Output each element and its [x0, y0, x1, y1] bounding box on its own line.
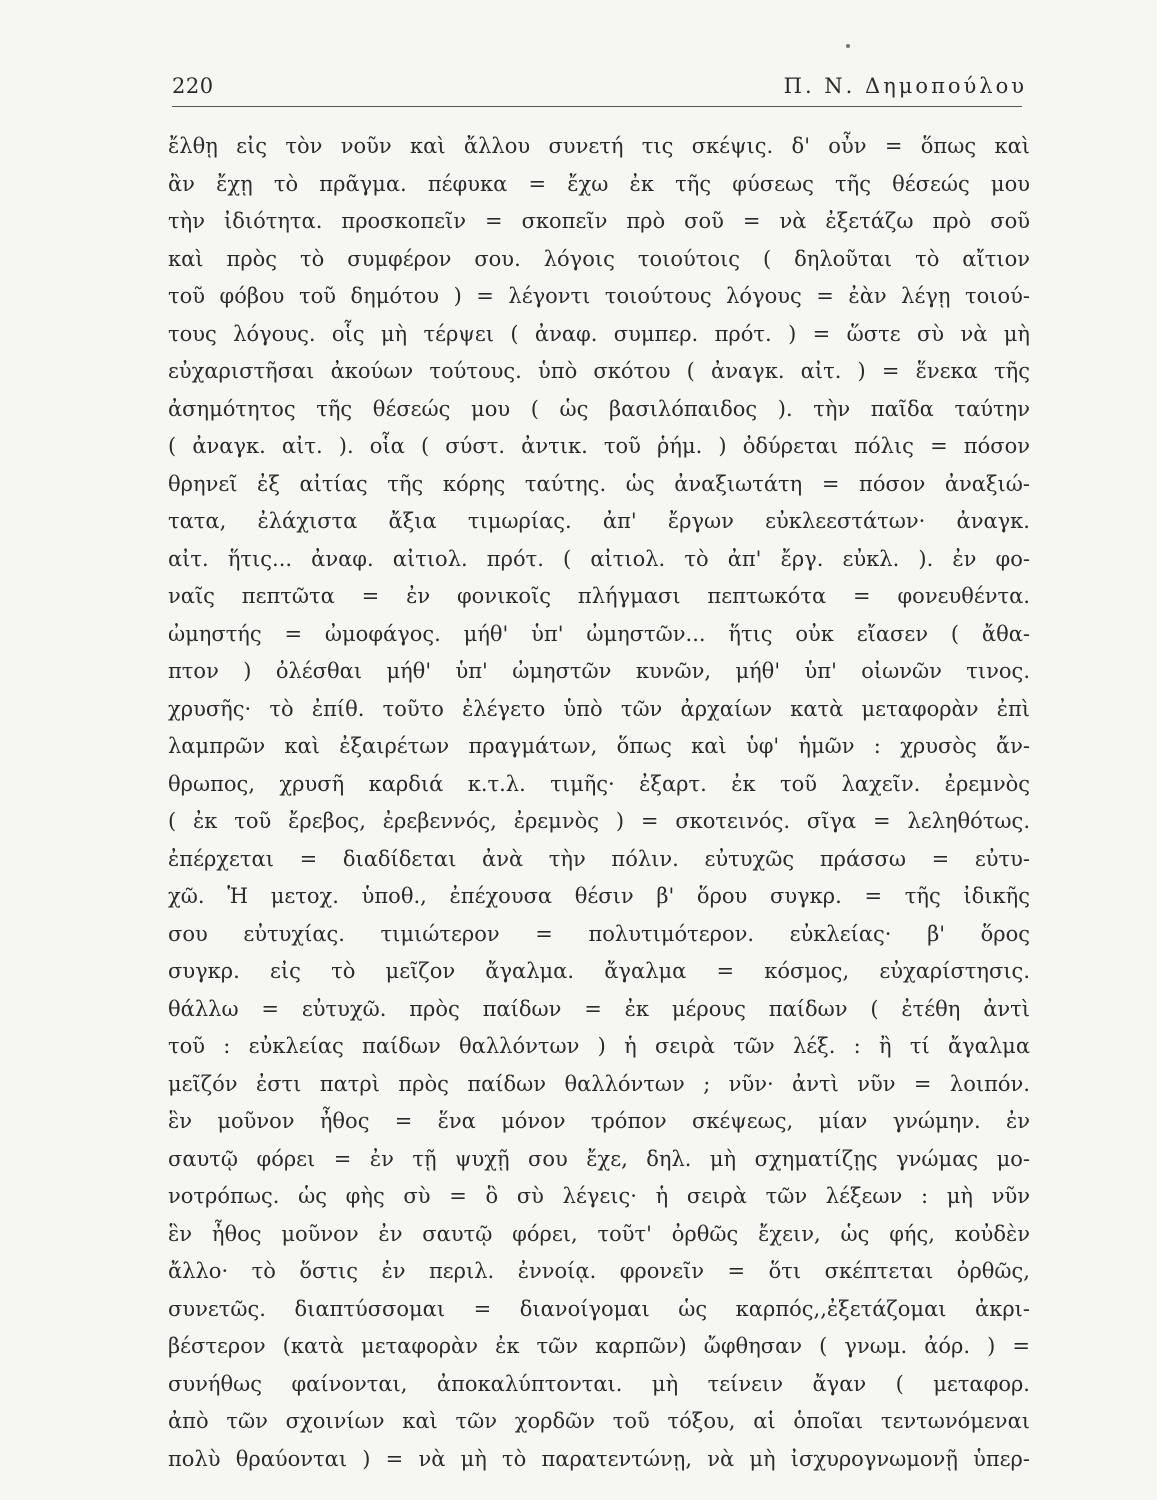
text-line: ( ἀναγκ. αἰτ. ). οἷα ( σύστ. ἀντικ. τοῦ ῥήμ. ) ὀδύρεται πόλις = πόσον	[168, 434, 1030, 458]
text-line: τοῦ : εὐκλείας παίδων θαλλόντων ) ἡ σειρὰ τῶν λέξ. : ἢ τί ἄγαλμα	[168, 1034, 1030, 1058]
page-header	[172, 74, 1027, 104]
text-line: εὐχαριστῆσαι ἀκούων τούτους. ὑπὸ σκότου ( ἀναγκ. αἰτ. ) = ἕνεκα τῆς	[168, 359, 1030, 383]
text-line: μεῖζόν ἐστι πατρὶ πρὸς παίδων θαλλόντων ; νῦν· ἀντὶ νῦν = λοιπόν.	[168, 1071, 1030, 1096]
text-line: αἰτ. ἥτις... ἀναφ. αἰτιολ. πρότ. ( αἰτιολ. τὸ ἀπ' ἔργ. εὐκλ. ). ἐν φο-	[168, 546, 1030, 571]
text-line: ὠμηστής = ὠμοφάγος. μήθ' ὑπ' ὠμηστῶν... ἥτις οὐκ εἴασεν ( ἄθα-	[168, 621, 1030, 646]
text-line: χρυσῆς· τὸ ἐπίθ. τοῦτο ἐλέγετο ὑπὸ τῶν ἀρχαίων κατὰ μεταφορὰν ἐπὶ	[168, 696, 1030, 721]
text-line: τοῦ φόβου τοῦ δημότου ) = λέγοντι τοιούτους λόγους = ἐὰν λέγῃ τοιού-	[168, 284, 1030, 308]
text-line: καὶ πρὸς τὸ συμφέρον σου. λόγοις τοιούτοις ( δηλοῦται τὸ αἴτιον	[168, 246, 1030, 271]
text-line: ἓν μοῦνον ἦθος = ἕνα μόνον τρόπον σκέψεως, μίαν γνώμην. ἐν	[168, 1109, 1030, 1133]
text-line: πολὺ θραύονται ) = νὰ μὴ τὸ παρατεντώνῃ, νὰ μὴ ἰσχυρογνωμονῇ ὑπερ-	[168, 1446, 1030, 1471]
text-line: βέστερον (κατὰ μεταφορὰν ἐκ τῶν καρπῶν) ὤφθησαν ( γνωμ. ἀόρ. ) =	[168, 1334, 1030, 1358]
text-line: ναῖς πεπτῶτα = ἐν φονικοῖς πλήγμασι πεπτωκότα = φονευθέντα.	[168, 584, 1030, 608]
running-head: Π. Ν. Δημοπούλου	[783, 74, 1027, 98]
text-line: ἄλλο· τὸ ὅστις ἐν περιλ. ἐννοίᾳ. φρονεῖν = ὅτι σκέπτεται ὀρθῶς,	[168, 1259, 1030, 1283]
text-line: συνετῶς. διαπτύσσομαι = διανοίγομαι ὡς καρπός,,ἐξετάζομαι ἀκρι-	[168, 1296, 1030, 1321]
text-line: θρωπος, χρυσῆ καρδιά κ.τ.λ. τιμῆς· ἐξαρτ. ἐκ τοῦ λαχεῖν. ἐρεμνὸς	[168, 771, 1030, 796]
text-line: σου εὐτυχίας. τιμιώτερον = πολυτιμότερον. εὐκλείας· β' ὅρος	[168, 921, 1030, 946]
text-line: νοτρόπως. ὡς φὴς σὺ = ὃ σὺ λέγεις· ἡ σειρὰ τῶν λέξεων : μὴ νῦν	[168, 1184, 1030, 1208]
text-line: θάλλω = εὐτυχῶ. πρὸς παίδων = ἐκ μέρους παίδων ( ἐτέθη ἀντὶ	[168, 996, 1030, 1021]
text-line: χῶ. Ἡ μετοχ. ὑποθ., ἐπέχουσα θέσιν β' ὅρου συγκρ. = τῆς ἰδικῆς	[168, 884, 1030, 908]
text-line: ἀσημότητος τῆς θέσεώς μου ( ὡς βασιλόπαιδος ). τὴν παῖδα ταύτην	[168, 396, 1030, 421]
text-line: ἓν ἦθος μοῦνον ἐν σαυτῷ φόρει, τοῦτ' ὀρθῶς ἔχειν, ὡς φής, κοὐδὲν	[168, 1221, 1030, 1246]
text-line: λαμπρῶν καὶ ἐξαιρέτων πραγμάτων, ὅπως καὶ ὑφ' ἡμῶν : χρυσὸς ἄν-	[168, 734, 1030, 758]
text-line: συνήθως φαίνονται, ἀποκαλύπτονται. μὴ τείνειν ἄγαν ( μεταφορ.	[168, 1371, 1030, 1396]
text-line: θρηνεῖ ἐξ αἰτίας τῆς κόρης ταύτης. ὡς ἀναξιωτάτη = πόσον ἀναξιώ-	[168, 471, 1030, 496]
text-line: τους λόγους. οἷς μὴ τέρψει ( ἀναφ. συμπερ. πρότ. ) = ὥστε σὺ νὰ μὴ	[168, 321, 1030, 346]
ink-dot	[846, 44, 850, 48]
text-line: τατα, ἐλάχιστα ἄξια τιμωρίας. ἀπ' ἔργων εὐκλεεστάτων· ἀναγκ.	[168, 509, 1030, 533]
text-line: ( ἐκ τοῦ ἔρεβος, ἐρεβεννός, ἐρεμνὸς ) = σκοτεινός. σῖγα = λεληθότως.	[168, 809, 1030, 833]
text-line: τὴν ἰδιότητα. προσκοπεῖν = σκοπεῖν πρὸ σοῦ = νὰ ἐξετάζω πρὸ σοῦ	[168, 209, 1030, 233]
header-rule	[172, 106, 1022, 107]
text-line: ἐπέρχεται = διαδίδεται ἀνὰ τὴν πόλιν. εὐτυχῶς πράσσω = εὐτυ-	[168, 846, 1030, 871]
body-text	[168, 128, 1030, 1478]
text-line: ἀπὸ τῶν σχοινίων καὶ τῶν χορδῶν τοῦ τόξου, αἱ ὁποῖαι τεντωνόμεναι	[168, 1409, 1030, 1433]
text-line: συγκρ. εἰς τὸ μεῖζον ἄγαλμα. ἄγαλμα = κόσμος, εὐχαρίστησις.	[168, 959, 1030, 983]
text-line: ἔλθῃ εἰς τὸν νοῦν καὶ ἄλλου συνετή τις σκέψις. δ' οὖν = ὅπως καὶ	[168, 134, 1030, 158]
text-line: πτον ) ὀλέσθαι μήθ' ὑπ' ὠμηστῶν κυνῶν, μήθ' ὑπ' οἰωνῶν τινος.	[168, 659, 1030, 683]
page-number: 220	[172, 74, 214, 98]
text-line: σαυτῷ φόρει = ἐν τῇ ψυχῇ σου ἔχε, δηλ. μὴ σχηματίζῃς γνώμας μο-	[168, 1146, 1030, 1171]
text-line: ἂν ἔχῃ τὸ πρᾶγμα. πέφυκα = ἔχω ἐκ τῆς φύσεως τῆς θέσεώς μου	[168, 171, 1030, 196]
